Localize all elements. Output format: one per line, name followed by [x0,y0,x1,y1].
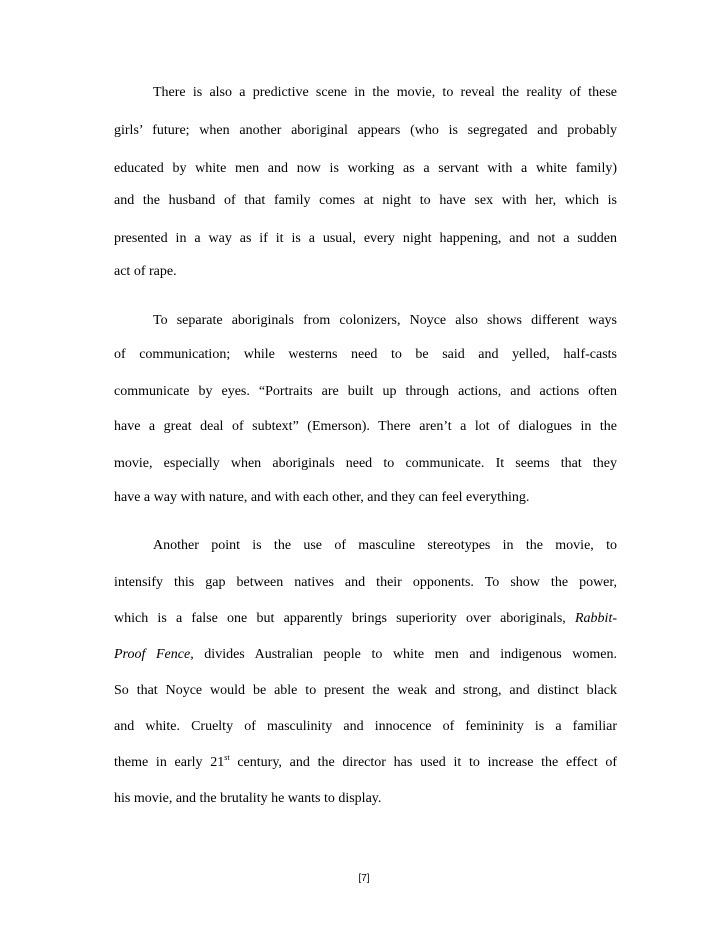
page-number: [7] [358,873,370,884]
paragraph-3-line-3 [114,610,617,628]
paragraph-2-line-2: of communication; while westerns need to be said and yelled, half-casts [114,347,617,362]
paragraph-3-line-5: So that Noyce would be able to present the weak and strong, and distinct black [114,683,617,698]
paragraph-1-line-6: act of rape. [114,264,177,279]
paragraph-1-line-2: girls’ future; when another aboriginal appears (who is segregated and probably [114,123,617,138]
paragraph-3-line-4 [114,646,617,664]
paragraph-1-line-4: and the husband of that family comes at night to have sex with her, which is [114,193,617,208]
film-title-part-1: Rabbit- [575,611,617,626]
paragraph-3-line-3-text: which is a false one but apparently brings superiority over aboriginals, [114,611,575,626]
paragraph-3-line-7-text-a: theme in early 21 [114,755,225,770]
paragraph-3-line-8: his movie, and the brutality he wants to display. [114,791,382,806]
paragraph-2-line-5: movie, especially when aboriginals need to communicate. It seems that they [114,456,617,471]
paragraph-3-line-7 [114,754,617,772]
paragraph-3-line-2: intensify this gap between natives and their opponents. To show the power, [114,575,617,590]
paragraph-3-line-1: Another point is the use of masculine stereotypes in the movie, to [153,538,617,553]
paragraph-2-line-4: have a great deal of subtext” (Emerson). There aren’t a lot of dialogues in the [114,419,617,434]
paragraph-2-line-3: communicate by eyes. “Portraits are built up through actions, and actions often [114,384,617,399]
paragraph-3-line-6: and white. Cruelty of masculinity and innocence of femininity is a familiar [114,719,617,734]
paragraph-2-line-6: have a way with nature, and with each other, and they can feel everything. [114,490,530,505]
paragraph-2-line-1: To separate aboriginals from colonizers, Noyce also shows different ways [153,313,617,328]
paragraph-3-line-4-text: , divides Australian people to white men and indigenous women. [190,647,617,662]
paragraph-1-line-5: presented in a way as if it is a usual, every night happening, and not a sudden [114,231,617,246]
film-title-part-2: Proof Fence [114,647,191,662]
paragraph-1-line-3: educated by white men and now is working as a servant with a white family) [114,161,617,176]
paragraph-1-line-1: There is also a predictive scene in the movie, to reveal the reality of these [153,85,617,100]
ordinal-superscript: st [224,753,230,762]
paragraph-3-line-7-text-b: century, and the director has used it to increase the effect of [229,755,617,770]
